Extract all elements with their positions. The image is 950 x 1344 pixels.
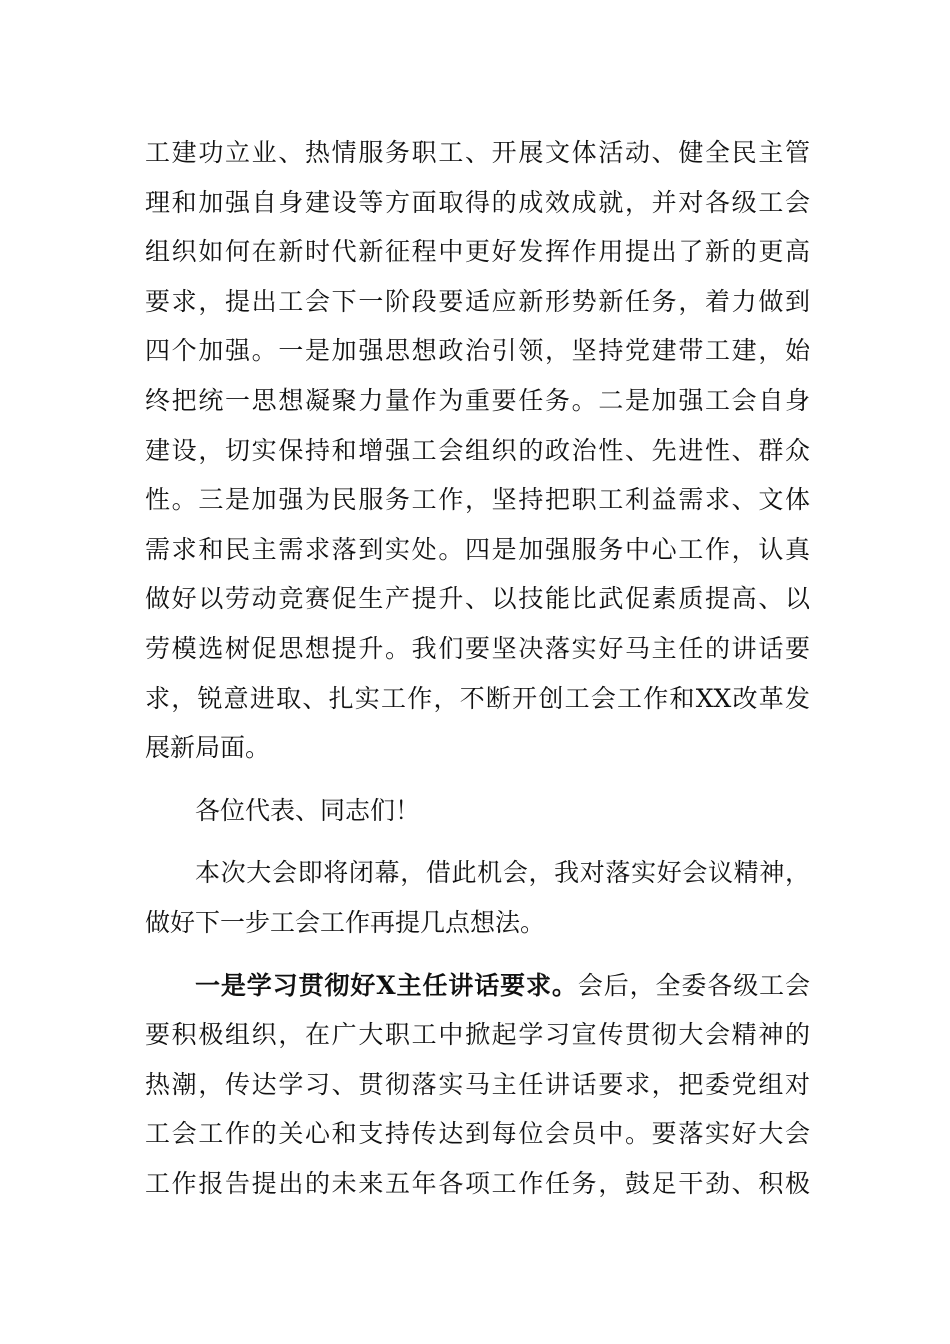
text-line: 工作报告提出的未来五年各项工作任务，鼓足干劲、积极 xyxy=(145,1168,810,1198)
text-line: 性。三是加强为民服务工作，坚持把职工利益需求、文体 xyxy=(145,485,810,515)
paragraph-achievements xyxy=(145,128,810,773)
text-line: 做好以劳动竞赛促生产提升、以技能比武促素质提高、以 xyxy=(145,584,810,614)
paragraph-point-one xyxy=(145,961,810,1209)
text-line: 工建功立业、热情服务职工、开展文体活动、健全民主管 xyxy=(145,138,810,167)
text-line: 要求，提出工会下一阶段要适应新形势新任务，着力做到 xyxy=(145,286,810,316)
text-line: 四个加强。一是加强思想政治引领，坚持党建带工建，始 xyxy=(145,336,810,366)
text-line: 组织如何在新时代新征程中更好发挥作用提出了新的更高 xyxy=(145,237,810,267)
text-line: 建设，切实保持和增强工会组织的政治性、先进性、群众 xyxy=(145,435,810,465)
text-line: 求，锐意进取、扎实工作，不断开创工会工作和XX改革发 xyxy=(145,683,810,713)
text-line: 做好下一步工会工作再提几点想法。 xyxy=(145,907,546,937)
paragraph-closing-intro xyxy=(145,848,810,947)
point-heading: 一是学习贯彻好X主任讲话要求。 xyxy=(195,970,578,1000)
text-line: 理和加强自身建设等方面取得的成效成就，并对各级工会 xyxy=(145,187,810,217)
text-line: 本次大会即将闭幕，借此机会，我对落实好会议精神， xyxy=(195,858,810,888)
text-line: 热潮，传达学习、贯彻落实马主任讲话要求，把委党组对 xyxy=(145,1069,810,1099)
text-line: 要积极组织，在广大职工中掀起学习宣传贯彻大会精神的 xyxy=(145,1020,810,1050)
text-line: 需求和民主需求落到实处。四是加强服务中心工作，认真 xyxy=(145,534,810,564)
document-body xyxy=(145,128,810,1208)
text-line xyxy=(145,961,810,1011)
text-line: 终把统一思想凝聚力量作为重要任务。二是加强工会自身 xyxy=(145,385,810,415)
text-line: 工会工作的关心和支持传达到每位会员中。要落实好大会 xyxy=(145,1119,810,1149)
text-line: 劳模选树促思想提升。我们要坚决落实好马主任的讲话要 xyxy=(145,633,810,663)
salutation-paragraph xyxy=(145,786,810,836)
point-text: 会后，全委各级工会 xyxy=(577,970,810,1000)
text-line: 展新局面。 xyxy=(145,733,271,763)
salutation: 各位代表、同志们！ xyxy=(195,795,421,825)
